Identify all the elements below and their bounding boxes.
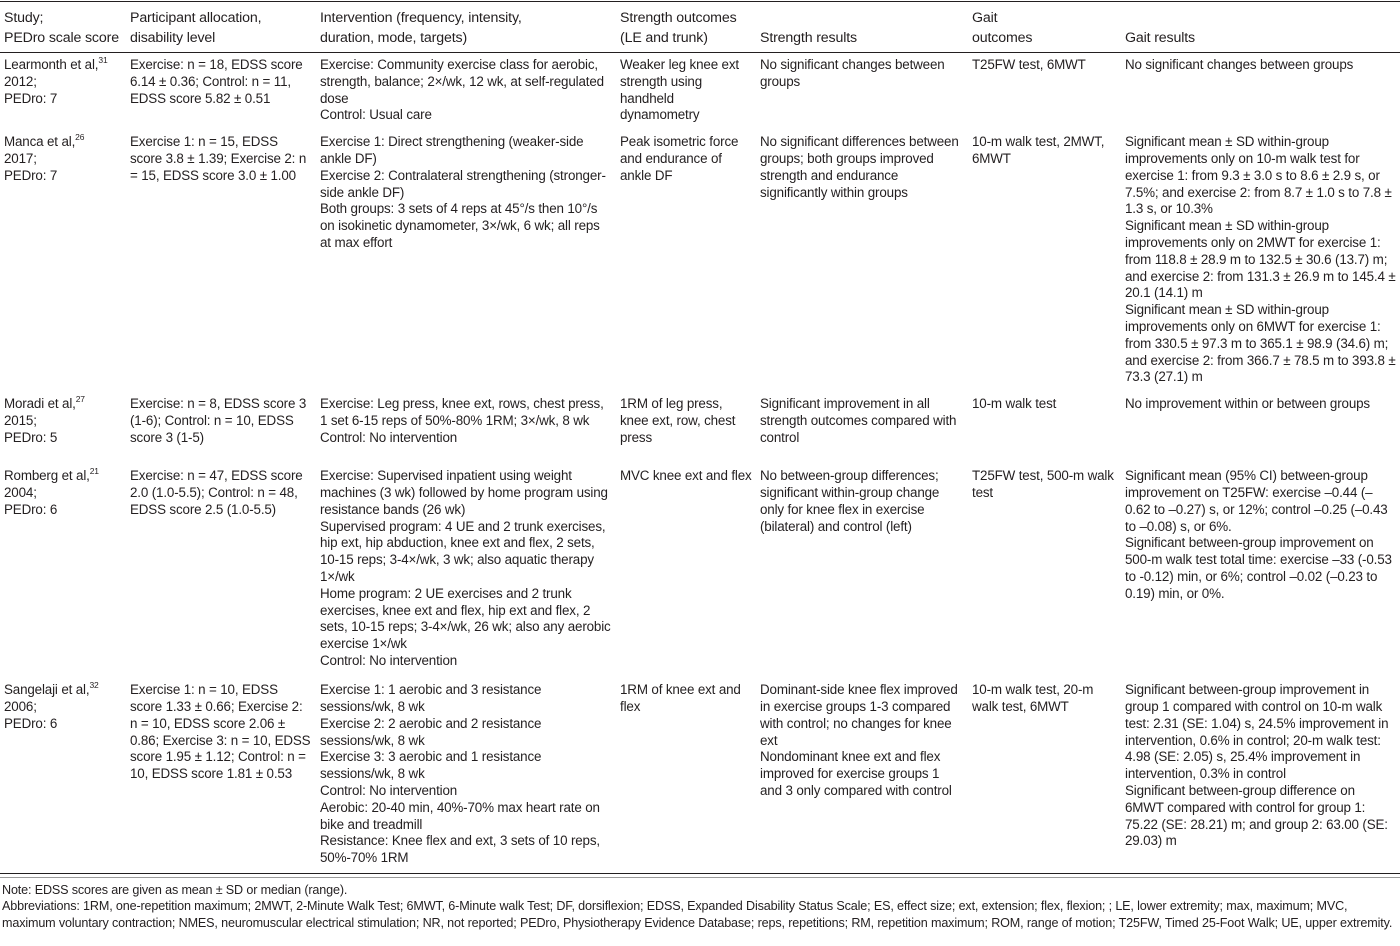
cell-paragraph: 10-m walk test [972, 396, 1057, 412]
study-year: 2006; [4, 698, 37, 714]
cell-paragraph: Exercise 1: Direct strengthening (weaker-side ankle DF) [320, 134, 584, 166]
cell-strength-outcomes [616, 130, 756, 392]
header-line: Strength results [760, 30, 857, 46]
cell-paragraph: Exercise: Supervised inpatient using weight machines (3 wk) followed by home program using resistance bands (26 wk) [320, 468, 608, 517]
cell-paragraph: No significant changes between groups [760, 57, 945, 89]
cell-paragraph: Exercise 2: Contralateral strengthening (stronger-side ankle DF) [320, 167, 606, 200]
cell-paragraph: 1RM of knee ext and flex [620, 682, 741, 714]
cell-paragraph: No significant differences between groups; both groups improved strength and endurance significantly within groups [760, 134, 959, 200]
cell-strength-outcomes [616, 392, 756, 464]
study-table [0, 1, 1400, 874]
cell-intervention [316, 678, 616, 873]
cell-gait-outcomes [968, 678, 1121, 873]
cell-paragraph: Exercise: n = 8, EDSS score 3 (1-6); Control: n = 10, EDSS score 3 (1-5) [130, 396, 307, 445]
cell-paragraph: Exercise 3: 3 aerobic and 1 resistance sessions/wk, 8 wk [320, 749, 542, 782]
cell-strength-results [756, 678, 968, 873]
cell-paragraph: Control: No intervention [320, 782, 458, 798]
cell-strength-results [756, 53, 968, 131]
study-name: Learmonth et al, [4, 57, 99, 72]
cell-paragraph: Resistance: Knee flex and ext, 3 sets of 10 reps, 50%-70% 1RM [320, 833, 600, 866]
header-strength-outcomes [616, 2, 756, 53]
cell-gait-results [1121, 53, 1400, 131]
cell-paragraph: T25FW test, 6MWT [972, 57, 1086, 72]
cell-intervention [316, 130, 616, 392]
pedro-score: PEDro: 6 [4, 501, 58, 517]
cell-gait-outcomes [968, 53, 1121, 131]
cell-paragraph: Significant between-group improvement in group 1 compared with control on 10-m walk test: 2.31 (SE: 1.04) s, 24.5% improvement in intervention, 0.6% in control; 20-m walk test: 4.98 (SE: 2.05) s, 25.4% improvement in intervention, 0.3% in control [1125, 682, 1389, 782]
reference-number: 21 [89, 466, 99, 477]
cell-strength-outcomes [616, 53, 756, 131]
cell-paragraph: Exercise 2: 2 aerobic and 2 resistance sessions/wk, 8 wk [320, 715, 542, 748]
cell-paragraph: Significant improvement in all strength outcomes compared with control [760, 396, 957, 445]
cell-paragraph: 1RM of leg press, knee ext, row, chest press [620, 396, 736, 445]
pedro-score: PEDro: 6 [4, 715, 58, 731]
cell-paragraph: Both groups: 3 sets of 4 reps at 45°/s then 10°/s on isokinetic dynamometer, 3×/wk, 6 wk; all reps at max effort [320, 201, 600, 250]
cell-intervention [316, 392, 616, 464]
cell-intervention [316, 464, 616, 678]
study-name: Romberg et al, [4, 468, 90, 484]
cell-paragraph: Exercise: n = 18, EDSS score 6.14 ± 0.36; Control: n = 11, EDSS score 5.82 ± 0.51 [130, 57, 303, 106]
cell-paragraph: No improvement within or between groups [1125, 396, 1370, 412]
table-row [0, 678, 1400, 873]
header-line: (LE and trunk) [620, 30, 708, 46]
cell-study [0, 464, 126, 678]
cell-paragraph: Home program: 2 UE exercises and 2 trunk exercises, knee ext and flex, hip ext and flex, 2 sets, 10-15 reps; 3-4×/wk, 26 wk; also any aerobic exercise 1×/wk [320, 585, 611, 652]
cell-gait-results [1121, 392, 1400, 464]
cell-paragraph: Weaker leg knee ext strength using handheld dynamometry [620, 57, 739, 123]
reference-number: 32 [89, 680, 99, 691]
cell-allocation [126, 53, 316, 131]
header-line: Gait results [1125, 30, 1195, 46]
table-header [0, 2, 1400, 53]
cell-paragraph: Exercise 1: 1 aerobic and 3 resistance sessions/wk, 8 wk [320, 682, 542, 714]
study-year: 2017; [4, 150, 37, 166]
table-row [0, 130, 1400, 392]
cell-paragraph: Control: No intervention [320, 652, 458, 668]
header-line: PEDro scale score [4, 30, 119, 46]
reference-number: 31 [98, 55, 108, 65]
cell-allocation [126, 678, 316, 873]
cell-paragraph: T25FW test, 500-m walk test [972, 468, 1114, 500]
study-name: Sangelaji et al, [4, 682, 90, 698]
study-author [4, 57, 122, 74]
cell-paragraph: Nondominant knee ext and flex improved for exercise groups 1 and 3 only compared with control [760, 749, 952, 798]
reference-number: 26 [75, 132, 85, 143]
cell-paragraph: Exercise: Leg press, knee ext, rows, chest press, 1 set 6-15 reps of 50%-80% 1RM; 3×/wk, 8 wk [320, 396, 604, 428]
cell-paragraph: Significant mean ± SD within-group improvements only on 2MWT for exercise 1: from 118.8 ± 28.9 m to 132.5 ± 30.6 (13.7) m; and exercise 2: from 131.3 ± 26.9 m to 145.4 ± 20.1 (14.1) m [1125, 218, 1396, 301]
header-study [0, 2, 126, 53]
pedro-score: PEDro: 7 [4, 167, 58, 183]
cell-paragraph: Control: No intervention [320, 429, 458, 445]
header-line: Participant allocation, [130, 10, 262, 26]
cell-paragraph: Exercise: Community exercise class for aerobic, strength, balance; 2×/wk, 12 wk, at self-regulated dose [320, 57, 604, 106]
cell-paragraph: Exercise: n = 47, EDSS score 2.0 (1.0-5.5); Control: n = 48, EDSS score 2.5 (1.0-5.5) [130, 468, 303, 517]
cell-gait-outcomes [968, 130, 1121, 392]
cell-paragraph: Aerobic: 20-40 min, 40%-70% max heart rate on bike and treadmill [320, 799, 600, 832]
header-line [760, 8, 964, 28]
header-row [0, 2, 1400, 53]
cell-study [0, 678, 126, 873]
cell-gait-results [1121, 130, 1400, 392]
cell-intervention [316, 53, 616, 131]
cell-paragraph: MVC knee ext and flex [620, 468, 752, 484]
cell-gait-outcomes [968, 392, 1121, 464]
table-row [0, 392, 1400, 464]
study-author [4, 682, 122, 699]
header-line: Study; [4, 10, 44, 26]
cell-paragraph: Exercise 1: n = 10, EDSS score 1.33 ± 0.66; Exercise 2: n = 10, EDSS score 2.06 ± 0.86; Exercise 3: n = 10, EDSS score 1.95 ± 1.12; Control: n = 10, EDSS score 1.81 ± 0.53 [130, 682, 311, 782]
table-row [0, 53, 1400, 131]
cell-strength-outcomes [616, 464, 756, 678]
cell-paragraph: Significant between-group difference on 6MWT compared with control for group 1: 75.22 (SE: 28.21) m; and group 2: 63.00 (SE: 29.03) m [1125, 782, 1388, 849]
header-line: Gait [972, 10, 998, 26]
cell-paragraph: Peak isometric force and endurance of ankle DF [620, 134, 739, 183]
header-line: duration, mode, targets) [320, 30, 468, 46]
cell-paragraph: 10-m walk test, 2MWT, 6MWT [972, 134, 1105, 166]
header-line: outcomes [972, 30, 1033, 46]
cell-gait-results [1121, 464, 1400, 678]
header-strength-results [756, 2, 968, 53]
study-year: 2012; [4, 73, 37, 89]
cell-paragraph: Significant mean ± SD within-group improvements only on 6MWT for exercise 1: from 330.5 ± 97.3 m to 365.1 ± 98.9 (34.6) m; and exercise 2: from 366.7 ± 78.5 m to 393.8 ± 73.3 (27.1) m [1125, 302, 1396, 385]
header-line: Strength outcomes [620, 10, 737, 26]
cell-paragraph: Exercise 1: n = 15, EDSS score 3.8 ± 1.39; Exercise 2: n = 15, EDSS score 3.0 ± 1.00 [130, 134, 307, 183]
header-intervention [316, 2, 616, 53]
cell-study [0, 130, 126, 392]
cell-allocation [126, 130, 316, 392]
cell-strength-outcomes [616, 678, 756, 873]
cell-paragraph: Control: Usual care [320, 107, 432, 123]
header-line: disability level [130, 30, 216, 46]
table-body [0, 53, 1400, 874]
cell-paragraph: Dominant-side knee flex improved in exercise groups 1-3 compared with control; no changes for knee ext [760, 682, 958, 748]
study-name: Moradi et al, [4, 396, 76, 412]
pedro-score: PEDro: 7 [4, 90, 58, 106]
study-author [4, 134, 122, 151]
footnote-note: Note: EDSS scores are given as mean ± SD or median (range). [2, 882, 348, 897]
header-line [1125, 8, 1396, 28]
cell-paragraph: Significant mean ± SD within-group improvements only on 10-m walk test for exercise 1: from 9.3 ± 3.0 s to 8.6 ± 2.9 s, or 7.5%; and exercise 2: from 8.7 ± 1.0 s to 7.8 ± 1.3 s, or 10.3% [1125, 134, 1392, 217]
cell-paragraph: No between-group differences; significant within-group change only for knee flex in exercise (bilateral) and control (left) [760, 468, 940, 534]
cell-paragraph: No significant changes between groups [1125, 57, 1354, 72]
study-author [4, 468, 122, 485]
reference-number: 27 [75, 394, 85, 405]
header-gait-outcomes [968, 2, 1121, 53]
study-year: 2015; [4, 412, 37, 428]
footnote-abbreviations: Abbreviations: 1RM, one-repetition maximum; 2MWT, 2-Minute Walk Test; 6MWT, 6-Minute walk Test; DF, dorsiflexion; EDSS, Expanded Disability Status Scale; ES, effect size; ext, extension; flex, flexion; ; LE, lower extremity; max, maximum; MVC, maximum voluntary contraction; NMES, neuromuscular electrical stimulation; NR, not reported; PEDro, Physiotherapy Evidence Database; reps, repetitions; RM, repetition maximum; ROM, range of motion; T25FW, Timed 25-Foot Walk; UE, upper extremity. [2, 899, 1393, 930]
cell-gait-outcomes [968, 464, 1121, 678]
study-year: 2004; [4, 484, 37, 500]
cell-allocation [126, 464, 316, 678]
cell-strength-results [756, 464, 968, 678]
cell-allocation [126, 392, 316, 464]
cell-study [0, 53, 126, 131]
study-name: Manca et al, [4, 134, 76, 150]
header-gait-results [1121, 2, 1400, 53]
header-line: Intervention (frequency, intensity, [320, 10, 522, 26]
cell-gait-results [1121, 678, 1400, 873]
cell-paragraph: Supervised program: 4 UE and 2 trunk exercises, hip ext, hip abduction, knee ext and flex, 2 sets, 10-15 reps; 3-4×/wk, 3 wk; also aquatic therapy 1×/wk [320, 518, 606, 584]
cell-paragraph: Significant between-group improvement on 500-m walk test total time: exercise –33 (-0.53 to -0.12) min, or 6%; control –0.02 (–0.23 to 0.19) min, or 0%. [1125, 535, 1392, 601]
cell-paragraph: 10-m walk test, 20-m walk test, 6MWT [972, 682, 1094, 714]
cell-strength-results [756, 130, 968, 392]
table-row [0, 464, 1400, 678]
cell-study [0, 392, 126, 464]
study-author [4, 396, 122, 413]
cell-strength-results [756, 392, 968, 464]
cell-paragraph: Significant mean (95% CI) between-group improvement on T25FW: exercise –0.44 (–0.62 to –0.27) s, or 12%; control –0.25 (–0.43 to –0.08) s, or 6%. [1125, 468, 1388, 534]
table-footnotes [0, 877, 1400, 931]
header-allocation [126, 2, 316, 53]
pedro-score: PEDro: 5 [4, 429, 58, 445]
